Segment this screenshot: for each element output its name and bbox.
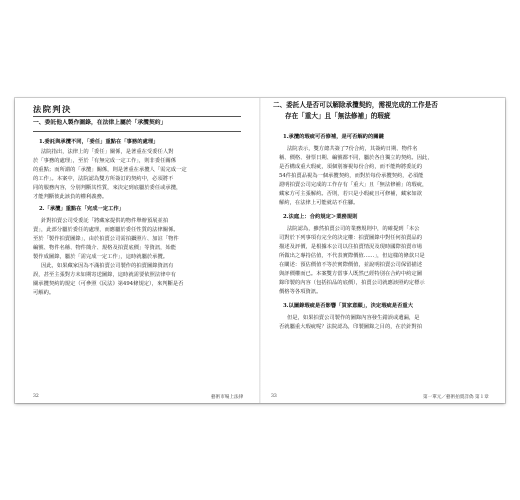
left-p1-line: 的工作」。本案中，法院認為雙方所簽訂的契約中，必須將不 bbox=[33, 176, 174, 182]
right-p1-line: 法院表示，雙方總共簽了7份合約，其簽約日期、物件名 bbox=[287, 146, 418, 152]
running-footer-right: 第一單元／藝術拍賣詐偽 第１章 bbox=[423, 395, 489, 400]
book-spread bbox=[15, 98, 505, 403]
left-p1-line: 同的服務內容，分別判斷其性質，來決定到底屬於委任或承攬， bbox=[33, 185, 182, 191]
right-p1-line: 藏家方可主張解約。否則，若只是小瑕疵且可修補，藏家如欲 bbox=[279, 191, 423, 197]
title-rule-bottom bbox=[33, 131, 241, 132]
left-p1-line: 才能判斷彼此該負的權利義務。 bbox=[33, 194, 108, 200]
left-p2-line: 製作成圖錄，屬於「需完成一定工作」，這時就屬於承攬。 bbox=[33, 254, 169, 260]
left-p2-line: 可解約。 bbox=[33, 290, 55, 296]
left-p2-line: 關承攬契約的規定（可參照《民法》第494條規定），來判斷是否 bbox=[33, 281, 184, 287]
right-p3-line: 否就屬重大瑕疵呢？法院認為，印製圖錄之目的，在於針對拍 bbox=[279, 324, 423, 330]
right-p1-line: 稱、價格、發票日期、編號都不同，屬於各自獨立的契約。因此， bbox=[279, 155, 433, 161]
left-p2-line: 針對拍賣公司受委託「將藏家提供的物件舉辦預展並拍 bbox=[41, 218, 169, 224]
left-p2-line: 因此，如果藏家因為不滿拍賣公司製作的拍賣圖錄資訊有 bbox=[41, 263, 174, 269]
right-p1-line: 解約，在法律上可能就站不住腳。 bbox=[279, 200, 359, 206]
left-p2-line: 賣」，此部分屬於委任的處理，而應屬於委任性質的法律關係。 bbox=[33, 227, 179, 233]
left-p1-line: 的重點；而所謂的「承攬」關係，則是著重在承攬人「需完成一定 bbox=[33, 167, 187, 173]
right-p2-line: 法院認為，雖然拍賣公司的業務規則中，的確提到「本公 bbox=[287, 226, 420, 232]
right-subheading-1: 1.承攬的瑕疵可否修補，是可否解約的關鍵 bbox=[283, 134, 384, 140]
left-heading: 一、委託他人製作圖錄，在法律上屬於「承攬契約」 bbox=[33, 120, 167, 126]
right-p2-line: 在闡述：預估價值不等於實際價值，並說明拍賣公司保留描述 bbox=[279, 262, 423, 268]
right-p1-line: 證明拍賣公司完成的工作存有「重大」且「無法修補」的瑕疵， bbox=[279, 182, 428, 188]
right-p1-line: 54件拍賣品視為一個承攬契約，而對於每份承攬契約，必須能 bbox=[279, 173, 424, 179]
page-number-left: 32 bbox=[33, 394, 39, 399]
left-subheading-2: 2.「承攬」重點在「完成一定工作」 bbox=[39, 206, 124, 212]
left-p2-line: 編號、物件名稱、物件簡介、規格及拍賣底價」等資訊，始能 bbox=[33, 245, 177, 251]
right-p2-line: 與評價權而已。本案雙方當事人既然已經特別在合約中約定圖 bbox=[279, 271, 423, 277]
left-subheading-1: 1.委託與承攬不同，「委任」重點在「事務的處理」 bbox=[39, 139, 159, 145]
left-page bbox=[15, 98, 259, 403]
title-rule-top bbox=[33, 116, 241, 117]
right-heading-line: 存在「重大」且「無法修補」的瑕疵 bbox=[285, 112, 391, 120]
left-p1-line: 於「事務的處理」，至於「有無完成一定工作」，則非委任關係 bbox=[33, 158, 177, 164]
right-p2-line: 錄印製的內容（包括拍品的底價），拍賣公司就應該照約定標示 bbox=[279, 280, 425, 286]
page-number-right: 33 bbox=[271, 394, 277, 399]
right-p2-line: 所做出之專持估值，不代表實際價值……」，但這樣的條款只是 bbox=[279, 253, 425, 259]
running-footer-left: 藝術市場上法律 bbox=[211, 395, 244, 400]
right-p2-line: 價格等各項資訊。 bbox=[279, 289, 322, 295]
left-p2-line: 誤，甚至主張對方未如期寄送圖錄，這時就需要依照法律中有 bbox=[33, 272, 177, 278]
right-subheading-2: 2.法庭上：合約規定＞業務規則 bbox=[283, 214, 358, 220]
section-title: 法院判決 bbox=[33, 104, 72, 114]
right-heading-line: 二、委託人是否可以解除承攬契約，需視完成的工作是否 bbox=[273, 101, 438, 109]
left-p2-line: 至於「製作拍賣圖錄」，由於拍賣公司需拍攝照片、加註「物件 bbox=[33, 236, 179, 242]
right-page bbox=[261, 98, 505, 403]
right-subheading-3: 3.以圖錄瑕疵是否影響「買家意願」，決定瑕疵是否重大 bbox=[283, 303, 414, 309]
right-p2-line: 司對於下列事項有完全的決定權：拍賣圖錄中對任何拍賣品的 bbox=[279, 235, 423, 241]
left-p1-line: 法院指出，法律上的「委任」關係，是著重在受委任人對 bbox=[41, 149, 174, 155]
right-p1-line: 是否構成重大瑕疵，須個別審視每份合約，而不能夠將委託的 bbox=[279, 164, 423, 170]
right-p2-line: 描述及評價，是根據本公司以往拍賣情況及現時國際拍賣市場 bbox=[279, 244, 423, 250]
right-p3-line: 但是，如果拍賣公司製作的圖錄內容發生錯誤或遺漏，是 bbox=[287, 315, 420, 321]
